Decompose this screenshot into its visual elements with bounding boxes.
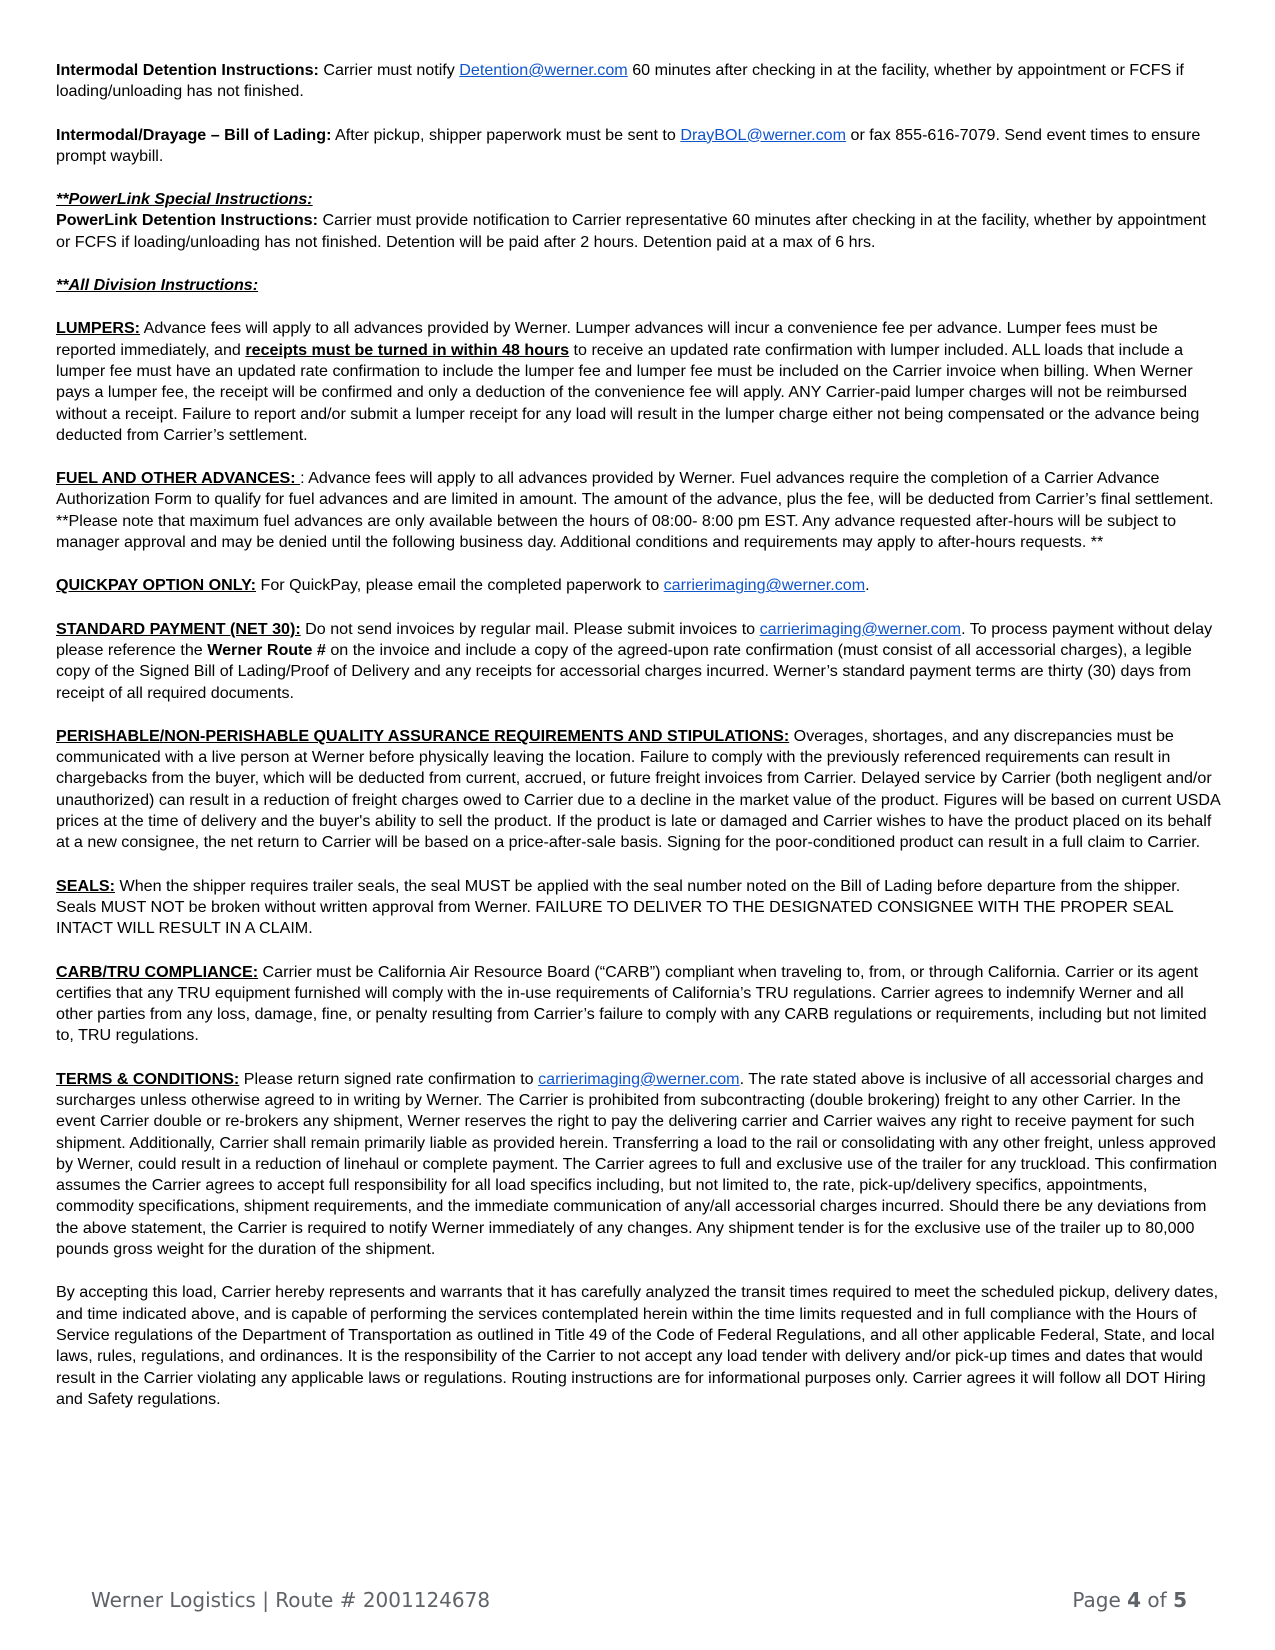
footer-page-total: 5 — [1173, 1588, 1187, 1612]
quickpay-paragraph — [56, 575, 1221, 596]
powerlink-section-title — [56, 189, 1221, 210]
intermodal-detention-text: Carrier must notify — [318, 61, 460, 79]
terms-heading: TERMS & CONDITIONS: — [56, 1069, 240, 1088]
standard-payment-text: Do not send invoices by regular mail. Please submit invoices to — [300, 619, 760, 638]
intermodal-bol-paragraph — [56, 125, 1221, 168]
document-body — [56, 60, 1221, 1432]
quickpay-email-link[interactable]: carrierimaging@werner.com — [663, 576, 866, 595]
footer-page-prefix: Page — [1072, 1588, 1128, 1612]
standard-payment-heading: STANDARD PAYMENT (NET 30): — [56, 619, 301, 638]
standard-payment-text-mid: . To process payment without delay please reference the — [56, 619, 1213, 659]
all-division-title-text: **All Division Instructions: — [56, 276, 259, 295]
quickpay-text: For QuickPay, please email the completed paperwork to — [256, 576, 664, 595]
werner-route-emphasis: Werner Route # — [207, 640, 326, 659]
intermodal-detention-heading: Intermodal Detention Instructions: — [56, 61, 319, 79]
fuel-paragraph — [56, 468, 1221, 553]
footer-page-number — [1072, 1588, 1187, 1612]
terms-paragraph — [56, 1069, 1221, 1261]
lumpers-paragraph — [56, 318, 1221, 446]
powerlink-text: Carrier must provide notification to Carrier representative 60 minutes after checking in at the facility, whether by appointment or FCFS if loading/unloading has not finished. Detention will be paid after 2 hours. Detention paid at a max of 6 hrs. — [56, 211, 1206, 251]
detention-email-link[interactable]: Detention@werner.com — [459, 61, 628, 79]
powerlink-paragraph — [56, 210, 1221, 253]
accepting-paragraph: By accepting this load, Carrier hereby represents and warrants that it has carefully analyzed the transit times required to meet the scheduled pickup, delivery dates, and time indicated above, and is capable of performing the services contemplated herein within the time limits requested and in full compliance with the Hours of Service regulations of the Department of Transportation as outlined in Title 49 of the Code of Federal Regulations, and all other applicable Federal, State, and local laws, rules, regulations, and ordinances. It is the responsibility of the Carrier to not accept any load tender with delivery and/or pick-up times and dates that would result in the Carrier violating any applicable laws or regulations. Routing instructions are for informational purposes only. Carrier agrees it will follow all DOT Hiring and Safety regulations. — [56, 1283, 1219, 1408]
carb-heading: CARB/TRU COMPLIANCE: — [56, 962, 259, 981]
intermodal-detention-paragraph — [56, 60, 1221, 103]
quickpay-heading: QUICKPAY OPTION ONLY: — [56, 576, 257, 595]
intermodal-bol-text: After pickup, shipper paperwork must be sent to — [331, 125, 681, 144]
intermodal-detention-text-after: 60 minutes after checking in at the facility, whether by appointment or FCFS if loading/unloading has not finished. — [56, 61, 1184, 101]
fuel-heading: FUEL AND OTHER ADVANCES: — [56, 469, 301, 488]
perishable-paragraph — [56, 726, 1221, 854]
draybol-email-link[interactable]: DrayBOL@werner.com — [680, 125, 847, 144]
seals-paragraph — [56, 876, 1221, 940]
carb-paragraph — [56, 962, 1221, 1047]
perishable-text: Overages, shortages, and any discrepancies must be communicated with a live person at Werner before physically leaving the location. Failure to comply with the previously referenced requirements can result in chargebacks from the buyer, which will be deducted from current, accrued, or future freight invoices from Carrier. Delayed service by Carrier (both negligent and/or unauthorized) can result in a reduction of freight charges owed to Carrier due to a decline in the market value of the product. Figures will be based on current USDA prices at the time of delivery and the buyer's ability to sell the product. If the product is late or damaged and Carrier wishes to have the product placed on its behalf at a new consignee, the net return to Carrier will be based on a price-after-sale basis. Signing for the poor-conditioned product can result in a full claim to Carrier. — [56, 726, 1220, 852]
seals-heading: SEALS: — [56, 876, 116, 895]
standard-payment-paragraph — [56, 619, 1221, 704]
lumpers-text-after: to receive an updated rate confirmation with lumper included. ALL loads that include a lumper fee must have an updated rate confirmation to include the lumper fee and lumper fee must be included on the Carrier invoice when billing. When Werner pays a lumper fee, the receipt will be confirmed and only a deduction of the convenience fee will apply. ANY Carrier-paid lumper charges will not be reimbursed without a receipt. Failure to report and/or submit a lumper receipt for any load will result in the lumper charge either not being compensated or the advance being deducted from Carrier’s settlement. — [56, 340, 1200, 444]
lumpers-receipts-emphasis: receipts must be turned in within 48 hours — [245, 340, 570, 359]
terms-text: Please return signed rate confirmation to — [239, 1069, 539, 1088]
fuel-text: : Advance fees will apply to all advances provided by Werner. Fuel advances require the completion of a Carrier Advance Authorization Form to qualify for fuel advances and are limited in amount. The amount of the advance, plus the fee, will be deducted from Carrier’s final settlement. **Please note that maximum fuel advances are only available between the hours of 08:00- 8:00 pm EST. Any advance requested after-hours will be subject to manager approval and may be denied until the following business day. Additional conditions and requirements may apply to after-hours requests. ** — [56, 469, 1214, 552]
intermodal-bol-text-after: or fax 855-616-7079. Send event times to ensure prompt waybill. — [56, 125, 1201, 165]
standard-payment-email-link[interactable]: carrierimaging@werner.com — [759, 619, 962, 638]
powerlink-heading: PowerLink Detention Instructions: — [56, 211, 318, 230]
terms-email-link[interactable]: carrierimaging@werner.com — [538, 1069, 740, 1088]
lumpers-heading: LUMPERS: — [56, 319, 141, 338]
all-division-section-title — [56, 275, 1221, 296]
terms-text-after: . The rate stated above is inclusive of all accessorial charges and surcharges unless otherwise agreed to in writing by Werner. The Carrier is prohibited from subcontracting (double brokering) freight to any other Carrier. In the event Carrier double or re-brokers any shipment, Werner reserves the right to pay the delivering carrier and Carrier waives any right to receive payment for such shipment. Additionally, Carrier shall remain primarily liable as provided herein. Transferring a load to the rail or consolidating with any other freight, unless approved by Werner, could result in a reduction of linehaul or complete payment. The Carrier agrees to full and exclusive use of the trailer for any truckload. This confirmation assumes the Carrier agrees to accept full responsibility for all load specifics including, but not limited to, the rate, pick-up/delivery specifics, appointments, commodity specifications, shipment requirements, and the immediate communication of any/all accessorial charges incurred. Should there be any deviations from the above statement, the Carrier is required to notify Werner immediately of any changes. Any shipment tender is for the exclusive use of the trailer up to 80,000 pounds gross weight for the duration of the shipment. — [56, 1069, 1218, 1259]
footer-page-of: of — [1141, 1588, 1174, 1612]
seals-text: When the shipper requires trailer seals, the seal MUST be applied with the seal number noted on the Bill of Lading before departure from the shipper. Seals MUST NOT be broken without written approval from Werner. FAILURE TO DELIVER TO THE DESIGNATED CONSIGNEE WITH THE PROPER SEAL INTACT WILL RESULT IN A CLAIM. — [56, 876, 1181, 938]
intermodal-bol-heading: Intermodal/Drayage – Bill of Lading: — [56, 125, 332, 144]
quickpay-text-after: . — [865, 576, 870, 595]
standard-payment-text-after: on the invoice and include a copy of the agreed-upon rate confirmation (must consist of all accessorial charges), a legible copy of the Signed Bill of Lading/Proof of Delivery and any receipts for accessorial charges incurred. Werner’s standard payment terms are thirty (30) days from receipt of all required documents. — [56, 640, 1192, 702]
footer-route-label: Werner Logistics | Route # 2001124678 — [91, 1588, 491, 1612]
powerlink-title-text: **PowerLink Special Instructions: — [56, 190, 313, 209]
perishable-heading: PERISHABLE/NON-PERISHABLE QUALITY ASSURANCE REQUIREMENTS AND STIPULATIONS: — [56, 726, 790, 745]
carb-text: Carrier must be California Air Resource Board (“CARB”) compliant when traveling to, from, or through California. Carrier or its agent certifies that any TRU equipment furnished will comply with the in-use requirements of California’s TRU regulations. Carrier agrees to indemnify Werner and all other parties from any loss, damage, fine, or penalty resulting from Carrier’s failure to comply with any CARB regulations or requirements, including but not limited to, TRU regulations. — [56, 962, 1207, 1045]
lumpers-text: Advance fees will apply to all advances provided by Werner. Lumper advances will incur a convenience fee per advance. Lumper fees must be reported immediately, and — [56, 319, 1158, 359]
footer-page-current: 4 — [1127, 1588, 1142, 1612]
